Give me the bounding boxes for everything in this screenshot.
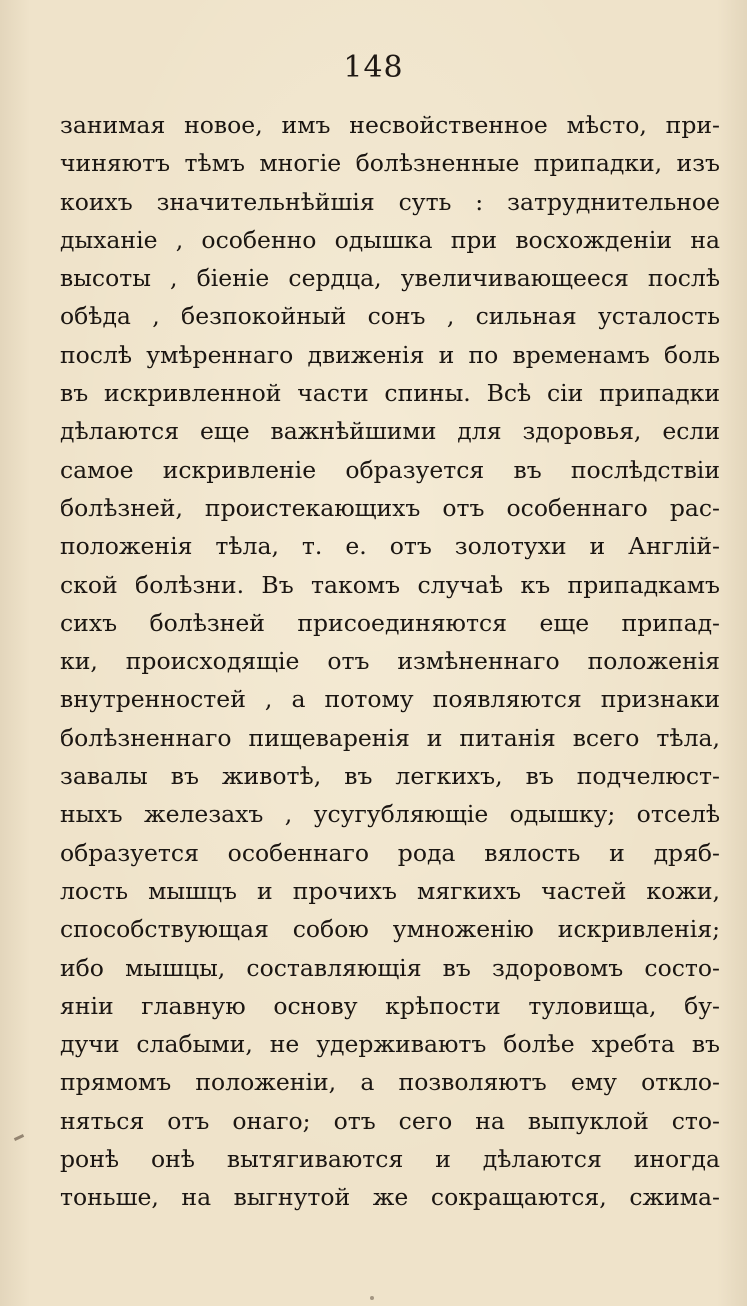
text-line: ныхъ железахъ , усугубляющіе одышку; отселѣ	[60, 800, 720, 829]
body-text	[60, 106, 720, 1217]
text-line: послѣ умѣреннаго движенія и по временамъ боль	[60, 340, 720, 369]
text-line: тоньше, на выгнутой же сокращаются, сжима-	[60, 1183, 720, 1212]
text-line: дѣлаются еще важнѣйшими для здоровья, если	[60, 417, 720, 446]
text-line: ронѣ онѣ вытягиваются и дѣлаются иногда	[60, 1145, 720, 1174]
text-line: ибо мышцы, составляющія въ здоровомъ состо-	[60, 953, 720, 982]
text-line: высоты , біеніе сердца, увеличивающееся послѣ	[60, 264, 720, 293]
text-line: способствующая собою умноженію искривленія;	[60, 915, 720, 944]
text-line: яніи главную основу крѣпости туловища, бу-	[60, 991, 720, 1020]
text-line: лость мышцъ и прочихъ мягкихъ частей кожи,	[60, 876, 720, 905]
text-line: внутренностей , а потому появляются признаки	[60, 685, 720, 714]
text-line: завалы въ животѣ, въ легкихъ, въ подчелюст-	[60, 762, 720, 791]
text-line: няться отъ онаго; отъ сего на выпуклой сто-	[60, 1106, 720, 1135]
text-line: занимая новое, имъ несвойственное мѣсто, при-	[60, 111, 720, 139]
text-line: сихъ болѣзней присоединяются еще припад-	[60, 608, 720, 637]
text-line: обѣда , безпокойный сонъ , сильная усталость	[60, 302, 720, 331]
text-line: въ искривленной части спины. Всѣ сіи припадки	[60, 379, 720, 408]
text-line: образуется особеннаго рода вялость и дряб-	[60, 838, 720, 867]
text-line: положенія тѣла, т. е. отъ золотухи и Англій-	[60, 532, 720, 561]
text-line: чиняютъ тѣмъ многіе болѣзненные припадки, изъ	[60, 149, 720, 178]
text-line: дучи слабыми, не удерживаютъ болѣе хребта въ	[60, 1030, 720, 1059]
ink-speck	[370, 1296, 374, 1300]
ink-speck	[14, 1134, 24, 1141]
text-line: прямомъ положеніи, а позволяютъ ему откло-	[60, 1068, 720, 1097]
text-line: коихъ значительнѣйшія суть : затруднительное	[60, 187, 720, 216]
text-line: самое искривленіе образуется въ послѣдствіи	[60, 455, 720, 484]
text-line: болѣзней, проистекающихъ отъ особеннаго рас-	[60, 493, 720, 522]
text-line: болѣзненнаго пищеваренія и питанія всего тѣла,	[60, 723, 720, 752]
page-number: 148	[343, 50, 404, 85]
text-line: дыханіе , особенно одышка при восхожденіи на	[60, 225, 720, 254]
text-line: ской болѣзни. Въ такомъ случаѣ къ припадкамъ	[60, 570, 720, 599]
text-line: ки, происходящіе отъ измѣненнаго положенія	[60, 647, 720, 676]
